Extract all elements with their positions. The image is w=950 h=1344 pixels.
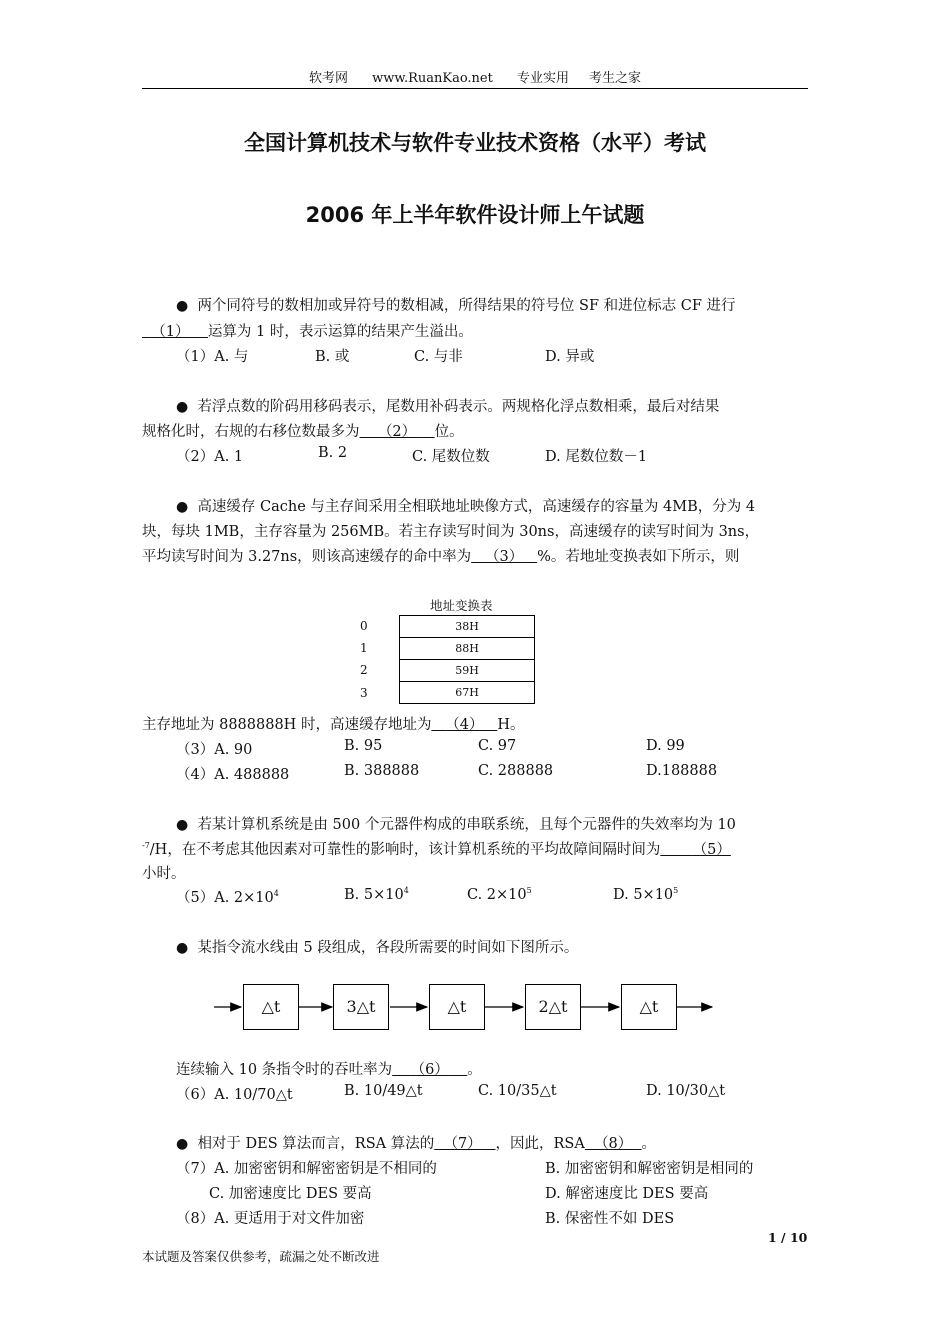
q7-blank: （7） — [443, 1136, 482, 1152]
q6-text: 某指令流水线由 5 段组成，各段所需要的时间如下图所示。 — [197, 940, 579, 956]
q7-option-c: C. 加密速度比 DES 要高 — [209, 1186, 372, 1202]
pipeline-stage-4: 2△t — [525, 984, 581, 1030]
q5-option-c: C. $2\times 10^5$ — [467, 886, 532, 903]
q4-option-b: B. 388888 — [344, 763, 420, 779]
pipeline-stage-1: △t — [243, 984, 299, 1030]
table-row-label: 3 — [360, 686, 368, 700]
table-row — [400, 660, 535, 682]
q2-blank: （2） — [377, 424, 417, 440]
q2-option-c: C. 尾数位数 — [412, 449, 490, 465]
q8-blank: （8） — [594, 1136, 633, 1152]
q3-option-a: （3）A. 90 — [176, 742, 253, 758]
table-cell: 88H — [400, 638, 535, 660]
q3-line3: 平均读写时间为 3.27ns，则该高速缓存的命中率为 （3） %。若地址变换表如下所示，则 — [142, 549, 740, 565]
q7-option-d: D. 解密速度比 DES 要高 — [545, 1186, 709, 1202]
q3-option-d: D. 99 — [646, 738, 685, 754]
q5-blank: （5） — [692, 842, 731, 858]
exam-subtitle: 2006 年上半年软件设计师上午试题 — [305, 203, 645, 227]
q3-blank: （3） — [485, 549, 524, 565]
pipeline-stage-3: △t — [429, 984, 485, 1030]
q1-option-d: D. 异或 — [545, 349, 595, 365]
q1-blank: （1） — [151, 324, 190, 340]
pipeline-stage-5: △t — [621, 984, 677, 1030]
exam-title: 全国计算机技术与软件专业技术资格（水平）考试 — [244, 131, 706, 155]
q4-option-c: C. 288888 — [478, 763, 554, 779]
q6-option-d: D. 10/30△t — [646, 1083, 726, 1099]
q1-option-a: （1）A. 与 — [176, 349, 249, 365]
q2-text: 若浮点数的阶码用移码表示，尾数用补码表示。两规格化浮点数相乘，最后对结果 — [197, 399, 720, 415]
table-row — [400, 638, 535, 660]
header-slogan-2: 考生之家 — [589, 71, 642, 86]
q1-option-b: B. 或 — [315, 349, 350, 365]
q4-option-a: （4）A. 488888 — [176, 767, 290, 783]
bullet-icon: ● — [176, 399, 189, 415]
header-site: 软考网 — [308, 71, 348, 86]
address-translation-table — [399, 615, 535, 704]
table-row-label: 2 — [360, 663, 368, 677]
q2-line1 — [176, 395, 719, 416]
q1-text: 两个同符号的数相加或异符号的数相减，所得结果的符号位 SF 和进位标志 CF 进行 — [197, 298, 736, 314]
q4-blank: （4） — [445, 717, 484, 733]
q5-line2: $^{-7}$/H，在不考虑其他因素对可靠性的影响时，该计算机系统的平均故障间隔时间为 （5） — [142, 841, 731, 858]
bullet-icon: ● — [176, 817, 189, 833]
table-row — [400, 682, 535, 704]
q2-option-b: B. 2 — [318, 445, 348, 461]
q7-line: ● 相对于 DES 算法而言，RSA 算法的 （7） ，因此，RSA （8） 。 — [176, 1136, 657, 1152]
table-cell: 67H — [400, 682, 535, 704]
q3-option-b: B. 95 — [344, 738, 383, 754]
page-number: 1 / 10 — [768, 1230, 808, 1245]
q1-option-c: C. 与非 — [414, 349, 463, 365]
q6-line2: 连续输入 10 条指令时的吞吐率为 （6） 。 — [176, 1062, 482, 1078]
q2-option-a: （2）A. 1 — [176, 449, 244, 465]
q5-line1 — [176, 813, 736, 834]
bullet-icon: ● — [176, 499, 189, 515]
footer-note: 本试题及答案仅供参考，疏漏之处不断改进 — [142, 1249, 380, 1264]
q4-line: 主存地址为 8888888H 时，高速缓存地址为 （4） H。 — [142, 717, 525, 733]
bullet-icon: ● — [176, 940, 189, 956]
header-url: www.RuanKao.net — [372, 71, 493, 86]
q7-option-b: B. 加密密钥和解密密钥是相同的 — [545, 1161, 754, 1177]
pipeline-stage-2: 3△t — [333, 984, 389, 1030]
header-rule — [142, 88, 808, 89]
q2-line2: 规格化时，右规的右移位数最多为 （2） 位。 — [142, 424, 464, 440]
q4-option-d: D.188888 — [646, 763, 718, 779]
q5-option-d: D. $5\times 10^5$ — [613, 886, 679, 903]
table-row — [400, 616, 535, 638]
q5-option-a: （5）A. $2\times 10^4$ — [176, 889, 279, 906]
q6-option-b: B. 10/49△t — [344, 1083, 423, 1099]
q7-option-a: （7）A. 加密密钥和解密密钥是不相同的 — [176, 1161, 437, 1177]
q1-text-b: 运算为 1 时，表示运算的结果产生溢出。 — [207, 324, 473, 340]
header-slogan-1: 专业实用 — [517, 71, 570, 86]
q6-line1 — [176, 936, 578, 957]
table-row-label: 1 — [360, 641, 368, 655]
q5-line3: 小时。 — [142, 866, 186, 882]
q5-text: 若某计算机系统是由 500 个元器件构成的串联系统，且每个元器件的失效率均为 10 — [197, 817, 736, 833]
q6-option-a: （6）A. 10/70△t — [176, 1087, 293, 1103]
q3-option-c: C. 97 — [478, 738, 517, 754]
page-header — [0, 67, 950, 86]
q1-line1 — [176, 294, 736, 315]
q6-blank: （6） — [410, 1062, 449, 1078]
q3-line2: 块，每块 1MB，主存容量为 256MB。若主存读写时间为 30ns，高速缓存的读写时间为 3ns， — [142, 524, 760, 540]
bullet-icon: ● — [176, 1136, 189, 1152]
q3-line1 — [176, 495, 755, 516]
table-cell: 59H — [400, 660, 535, 682]
q2-option-d: D. 尾数位数－1 — [545, 449, 648, 465]
table-cell: 38H — [400, 616, 535, 638]
bullet-icon: ● — [176, 298, 189, 314]
q8-option-b: B. 保密性不如 DES — [545, 1211, 675, 1227]
q1-line2 — [142, 320, 473, 341]
q8-option-a: （8）A. 更适用于对文件加密 — [176, 1211, 365, 1227]
q6-option-c: C. 10/35△t — [478, 1083, 557, 1099]
table-row-label: 0 — [360, 619, 368, 633]
table-title: 地址变换表 — [430, 598, 493, 613]
q3-text: 高速缓存 Cache 与主存间采用全相联地址映像方式，高速缓存的容量为 4MB，分为 4 — [197, 499, 756, 515]
q5-option-b: B. $5\times 10^4$ — [344, 886, 409, 903]
